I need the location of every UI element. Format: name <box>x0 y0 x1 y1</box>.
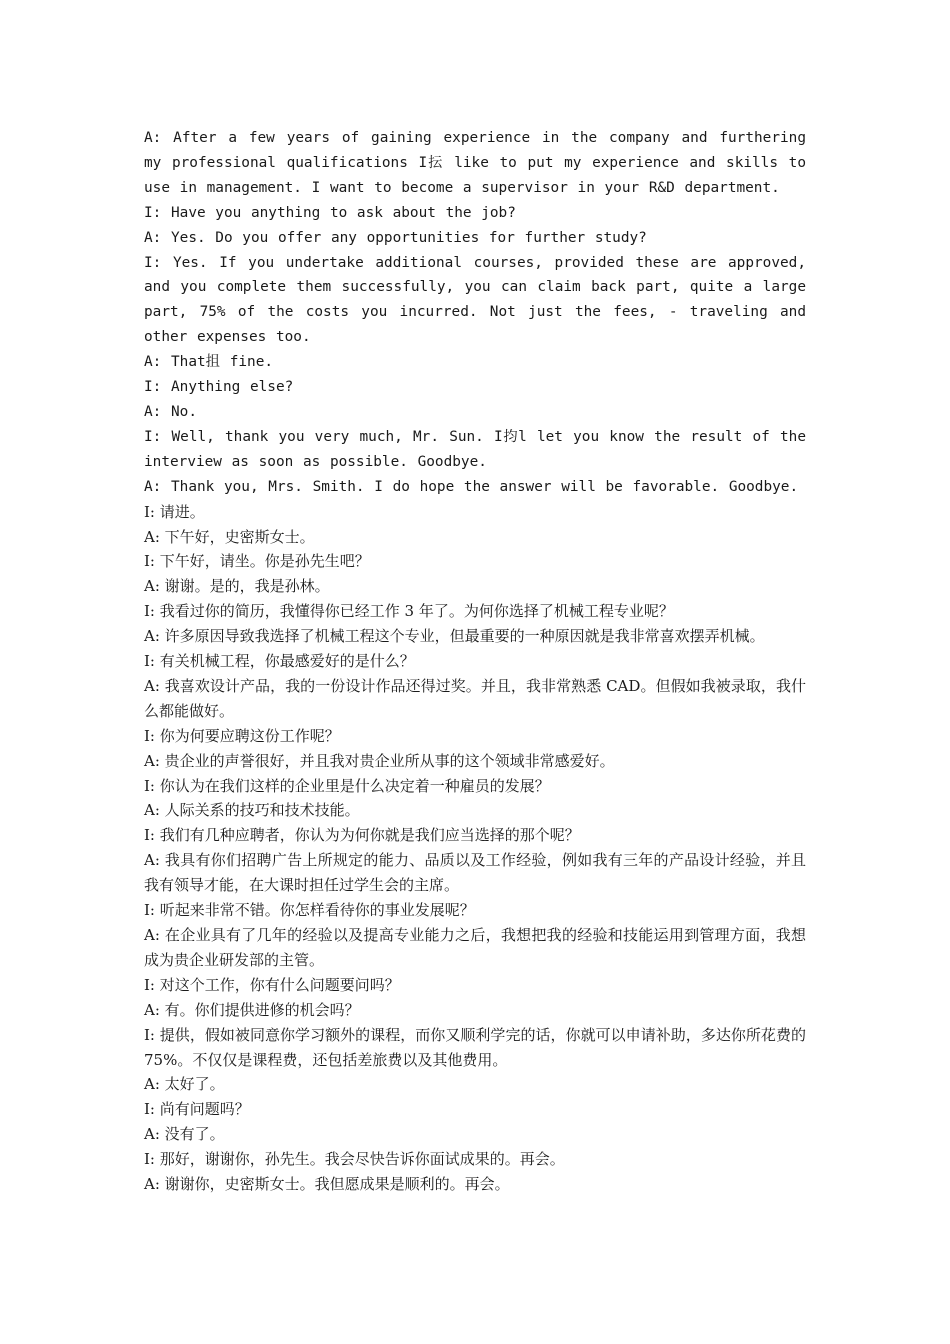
dialogue-line-zh: A: 太好了。 <box>144 1075 225 1094</box>
dialogue-line-zh: I: 对这个工作，你有什么问题要问吗？ <box>144 975 400 994</box>
dialogue-line-zh: I: 提供，假如被同意你学习额外的课程，而你又顺利学完的话，你就可以申请补助，多达你所花费的 75%。不仅仅是课程费，还包括差旅费以及其他费用。 <box>144 1025 806 1069</box>
dialogue-line-zh: A: 贵企业的声誉很好，并且我对贵企业所从事的这个领域非常感爱好。 <box>144 751 615 770</box>
dialogue-line-en: A: Thank you, Mrs. Smith. I do hope the answer will be favorable. Goodbye. <box>144 478 799 495</box>
dialogue-line-en: A: That抯 fine. <box>144 354 274 371</box>
dialogue-line-zh: I: 听起来非常不错。你怎样看待你的事业发展呢？ <box>144 901 475 920</box>
document-body <box>144 126 806 1197</box>
dialogue-line-zh: A: 许多原因导致我选择了机械工程这个专业，但最重要的一种原因就是我非常喜欢摆弄机械。 <box>144 627 765 646</box>
dialogue-line-zh: I: 下午好，请坐。你是孙先生吧？ <box>144 552 370 571</box>
dialogue-line-zh: A: 谢谢。是的，我是孙林。 <box>144 577 330 596</box>
dialogue-line-zh: I: 我看过你的简历，我懂得你已经工作 3 年了。为何你选择了机械工程专业呢？ <box>144 602 674 621</box>
dialogue-line-zh: A: 我喜欢设计产品，我的一份设计作品还得过奖。并且，我非常熟悉 CAD。但假如我被录取，我什么都能做好。 <box>144 676 806 720</box>
dialogue-line-en: I: Yes. If you undertake additional courses, provided these are approved, and you complete them successfully, you can claim back part, quite a large part, 75% of the costs you incurred. Not just the fees, - traveling and other expenses too. <box>144 254 806 346</box>
dialogue-line-zh: A: 在企业具有了几年的经验以及提高专业能力之后，我想把我的经验和技能运用到管理方面，我想成为贵企业研发部的主管。 <box>144 926 806 969</box>
dialogue-line-zh: I: 你认为在我们这样的企业里是什么决定着一种雇员的发展？ <box>144 776 550 795</box>
dialogue-line-en: I: Well, thank you very much, Mr. Sun. I抣l let you know the result of the interview as soon as possible. Goodbye. <box>144 428 806 470</box>
dialogue-line-en: A: Yes. Do you offer any opportunities for further study? <box>144 229 647 246</box>
dialogue-line-en: A: After a few years of gaining experience in the company and furthering my professional qualifications I抎 like to put my experience and skills to use in management. I want to become a supervisor in your R&D department. <box>144 130 806 196</box>
dialogue-line-zh: I: 那好，谢谢你，孙先生。我会尽快告诉你面试成果的。再会。 <box>144 1150 565 1169</box>
dialogue-line-en: I: Anything else? <box>144 379 294 396</box>
dialogue-line-en: I: Have you anything to ask about the job? <box>144 204 516 221</box>
dialogue-line-zh: A: 没有了。 <box>144 1125 225 1144</box>
dialogue-line-zh: I: 尚有问题吗？ <box>144 1100 250 1119</box>
dialogue-line-zh: I: 请进。 <box>144 502 205 521</box>
dialogue-line-zh: I: 有关机械工程，你最感爱好的是什么？ <box>144 652 415 671</box>
dialogue-line-zh: A: 下午好，史密斯女士。 <box>144 527 315 546</box>
dialogue-line-zh: I: 你为何要应聘这份工作呢？ <box>144 726 340 745</box>
dialogue-line-zh: A: 谢谢你，史密斯女士。我但愿成果是顺利的。再会。 <box>144 1175 510 1194</box>
dialogue-line-zh: A: 有。你们提供进修的机会吗？ <box>144 1000 360 1019</box>
dialogue-line-zh: A: 我具有你们招聘广告上所规定的能力、品质以及工作经验，例如我有三年的产品设计经验，并且我有领导才能，在大课时担任过学生会的主席。 <box>144 851 806 895</box>
dialogue-line-en: A: No. <box>144 403 197 420</box>
dialogue-line-zh: A: 人际关系的技巧和技术技能。 <box>144 801 360 820</box>
dialogue-line-zh: I: 我们有几种应聘者，你认为为何你就是我们应当选择的那个呢？ <box>144 826 580 845</box>
